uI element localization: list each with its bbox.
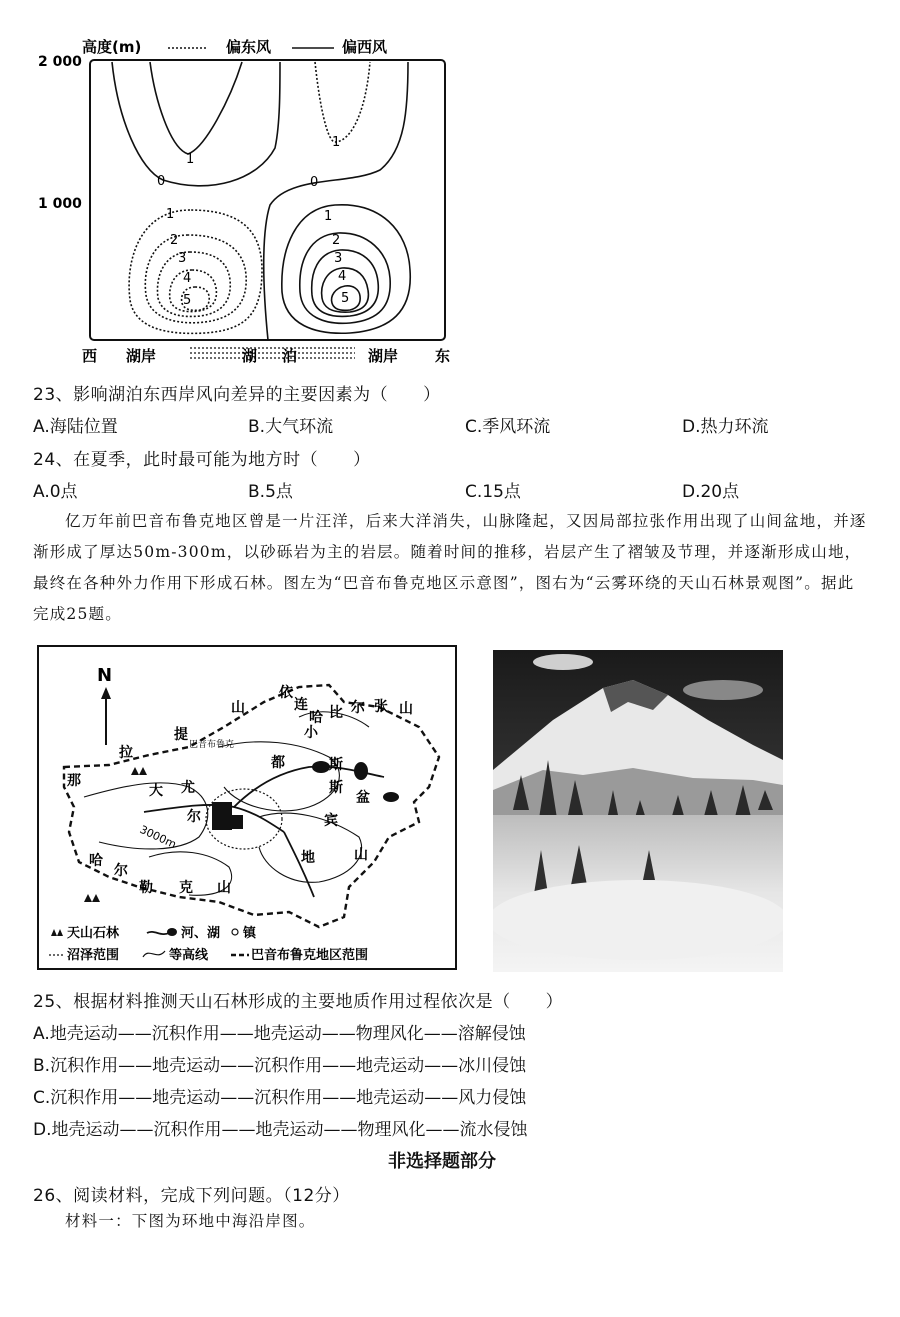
svg-text:尔: 尔	[114, 863, 128, 879]
svg-text:3000m: 3000m	[137, 822, 179, 852]
svg-text:2: 2	[170, 233, 179, 248]
legend-west-wind: 偏西风	[342, 38, 388, 56]
q24-option-d[interactable]: D.20点	[682, 482, 740, 502]
q23-stem: 23、影响湖泊东西岸风向差异的主要因素为（ ）	[33, 385, 441, 405]
y-axis-title: 高度(m)	[82, 38, 142, 56]
svg-text:拉: 拉	[119, 745, 133, 761]
bayinbuluke-map	[37, 645, 457, 970]
svg-text:勒: 勒	[139, 880, 153, 896]
svg-text:依: 依	[279, 685, 293, 701]
contour-upper-right-0	[264, 62, 408, 340]
svg-text:斯: 斯	[329, 780, 343, 796]
q26-material-1: 材料一：下图为环地中海沿岸图。	[65, 1212, 316, 1230]
q23-option-d[interactable]: D.热力环流	[682, 417, 769, 437]
svg-text:山: 山	[399, 701, 413, 717]
svg-text:那: 那	[67, 773, 81, 789]
svg-text:4: 4	[338, 269, 347, 284]
contour-upper-left-0	[112, 62, 280, 186]
legend-stone-forest: 天山石林	[67, 926, 120, 941]
label-shore-left: 湖岸	[126, 347, 157, 365]
y-tick-1000: 1 000	[38, 196, 82, 212]
svg-text:克: 克	[179, 880, 193, 896]
svg-text:5: 5	[341, 291, 350, 306]
svg-text:0: 0	[157, 174, 166, 189]
svg-text:3: 3	[334, 251, 343, 266]
svg-text:哈: 哈	[89, 853, 103, 869]
svg-text:山: 山	[231, 700, 245, 716]
label-lake-2: 泊	[282, 347, 298, 365]
svg-text:0: 0	[310, 175, 319, 190]
q25-option-c[interactable]: C.沉积作用——地壳运动——沉积作用——地壳运动——风力侵蚀	[33, 1088, 527, 1108]
svg-text:张: 张	[374, 699, 388, 715]
q24-option-c[interactable]: C.15点	[465, 482, 521, 502]
svg-text:1: 1	[332, 135, 341, 150]
legend-river-lake: 河、湖	[181, 926, 221, 941]
svg-text:山: 山	[217, 880, 231, 896]
q24-option-b[interactable]: B.5点	[248, 482, 293, 502]
svg-text:5: 5	[183, 293, 192, 308]
svg-text:1: 1	[166, 207, 175, 222]
svg-text:提: 提	[174, 727, 188, 743]
north-label: N	[97, 665, 113, 686]
svg-text:3: 3	[178, 251, 187, 266]
legend-east-wind: 偏东风	[226, 38, 272, 56]
wind-contour-figure	[30, 30, 470, 375]
q23-option-b[interactable]: B.大气环流	[248, 417, 334, 437]
q23-option-a[interactable]: A.海陆位置	[33, 417, 118, 437]
y-tick-2000: 2 000	[38, 54, 82, 70]
svg-text:地: 地	[301, 850, 315, 866]
legend-marsh: 沼泽范围	[67, 948, 120, 963]
svg-text:宾: 宾	[324, 813, 338, 829]
label-shore-right: 湖岸	[368, 347, 399, 365]
q26-stem: 26、阅读材料，完成下列问题。（12分）	[33, 1186, 350, 1206]
svg-text:1: 1	[324, 209, 333, 224]
map-svg	[39, 647, 455, 968]
label-lake-1: 湖	[242, 347, 258, 365]
svg-text:1: 1	[186, 152, 195, 167]
q25-option-b[interactable]: B.沉积作用——地壳运动——沉积作用——地壳运动——冰川侵蚀	[33, 1056, 527, 1076]
section-title: 非选择题部分	[388, 1151, 496, 1172]
svg-text:盆: 盆	[356, 790, 370, 806]
svg-text:哈: 哈	[309, 710, 323, 726]
contour-upper-right-1	[315, 62, 370, 142]
q25-stem: 25、根据材料推测天山石林形成的主要地质作用过程依次是（ ）	[33, 992, 564, 1012]
svg-text:大: 大	[149, 783, 163, 799]
q23-option-c[interactable]: C.季风环流	[465, 417, 551, 437]
svg-text:2: 2	[332, 233, 341, 248]
svg-text:小: 小	[304, 725, 318, 741]
svg-text:连: 连	[294, 697, 308, 713]
q24-stem: 24、在夏季，此时最可能为地方时（ ）	[33, 450, 371, 470]
svg-text:尤: 尤	[181, 780, 195, 796]
svg-text:4: 4	[183, 271, 192, 286]
svg-text:巴音布鲁克: 巴音布鲁克	[189, 740, 235, 750]
label-east: 东	[435, 347, 451, 365]
svg-text:斯: 斯	[329, 757, 343, 773]
legend-region: 巴音布鲁克地区范围	[251, 948, 369, 963]
svg-text:尔: 尔	[351, 700, 365, 716]
svg-text:都: 都	[271, 755, 285, 771]
q24-option-a[interactable]: A.0点	[33, 482, 78, 502]
svg-text:尔: 尔	[187, 809, 201, 825]
legend-contour: 等高线	[169, 948, 209, 963]
material-intro: 亿万年前巴音布鲁克地区曾是一片汪洋，后来大洋消失，山脉隆起，又因局部拉张作用出现了山间盆地，并逐渐形成了厚达50m-300m，以砂砾岩为主的岩层。随着时间的推移，岩层产生了褶皱及节理，并逐渐形成山地，最终在各种外力作用下形成石林。图左为“巴音布鲁克地区示意图”，图右为“云雾环绕的天山石林景观图”。据此完成25题。	[33, 512, 867, 623]
contour-upper-left-1	[150, 62, 242, 154]
label-west: 西	[82, 347, 98, 365]
q25-option-a[interactable]: A.地壳运动——沉积作用——地壳运动——物理风化——溶解侵蚀	[33, 1024, 526, 1044]
stone-forest-photo	[493, 650, 783, 972]
q25-option-d[interactable]: D.地壳运动——沉积作用——地壳运动——物理风化——流水侵蚀	[33, 1120, 528, 1140]
svg-text:山: 山	[354, 847, 368, 863]
legend-town: 镇	[243, 926, 257, 941]
photo-svg	[493, 650, 783, 972]
svg-text:比: 比	[329, 705, 343, 721]
